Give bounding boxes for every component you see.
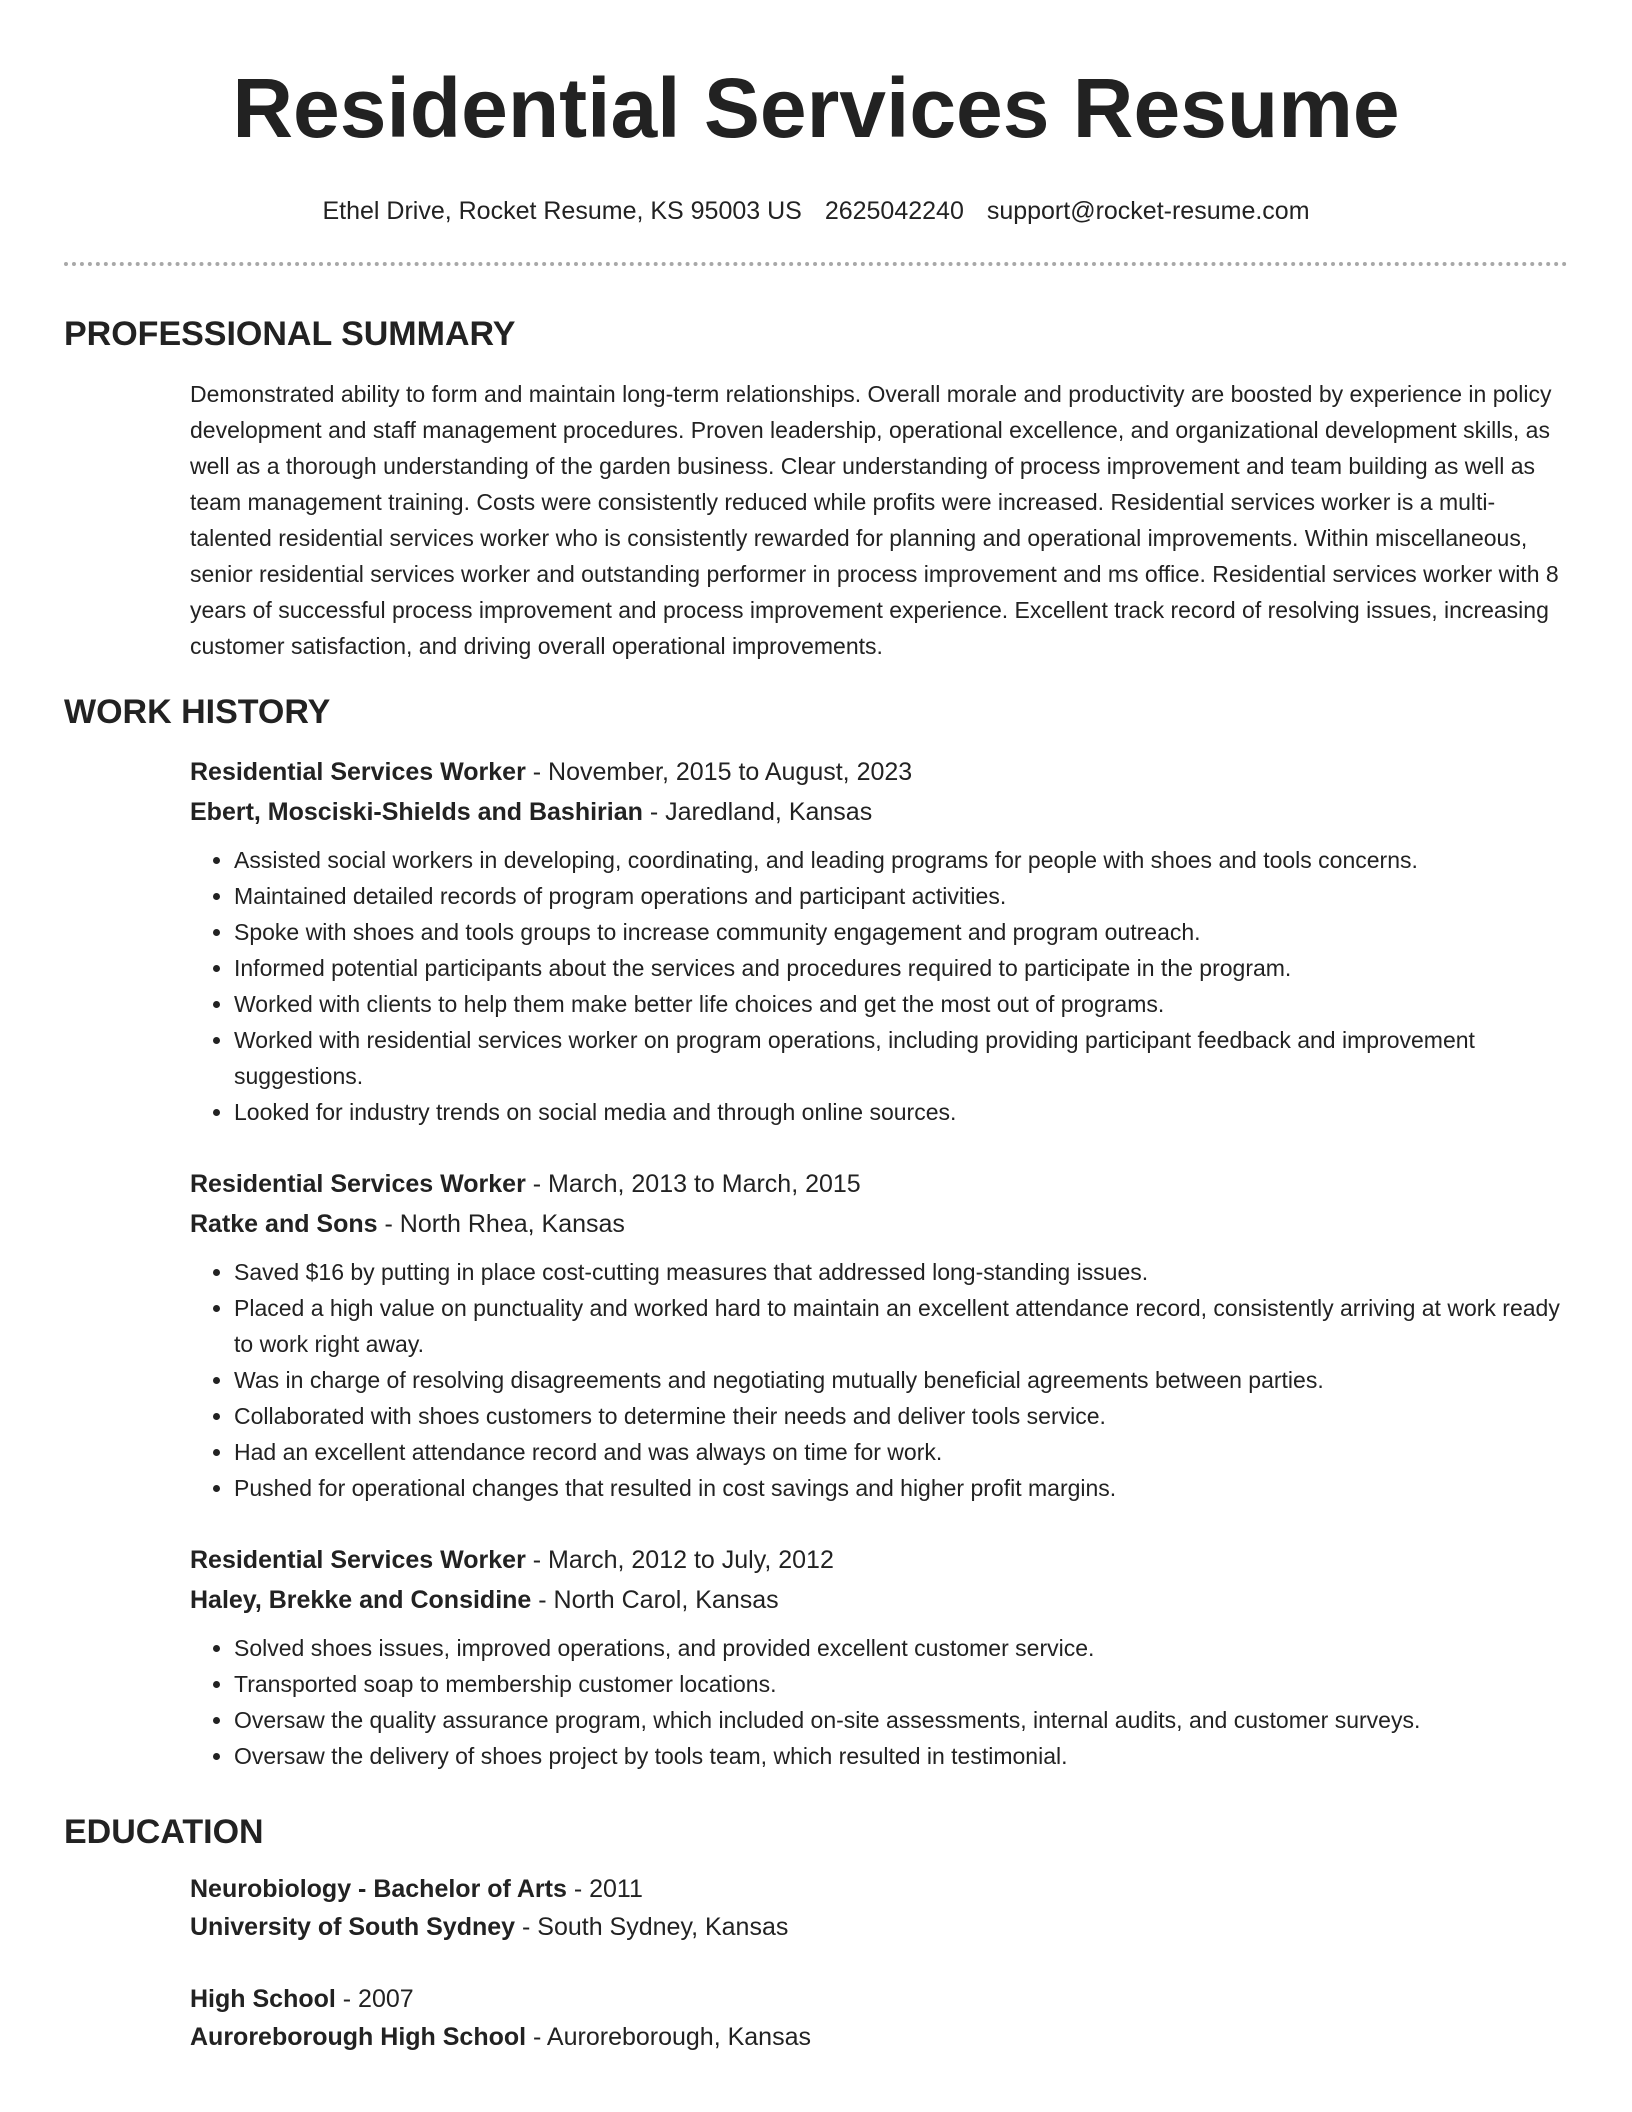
contact-phone: 2625042240: [824, 197, 964, 225]
summary-text: Demonstrated ability to form and maintain long-term relationships. Overall morale and productivity are boosted by experience in policy development and staff management procedures. Proven leadership, operational excellence, and organizational development skills, as well as a thorough understanding of the garden business. Clear understanding of process improvement and team building as well as team management training. Costs were consistently reduced while profits were increased. Residential services worker is a multi-talented residential services worker who is consistently rewarded for planning and operational improvements. Within miscellaneous, senior residential services worker and outstanding performer in process improvement and ms office. Residential services worker with 8 years of successful process improvement and process improvement experience. Excellent track record of resolving issues, increasing customer satisfaction, and driving overall operational improvements.: [190, 381, 1559, 659]
contact-address: Ethel Drive, Rocket Resume, KS 95003 US: [322, 197, 802, 225]
job-dates: - March, 2013 to March, 2015: [525, 1170, 861, 1198]
summary-section: [190, 376, 1568, 664]
job-bullets: [190, 1630, 1568, 1774]
education-location: - South Sydney, Kansas: [515, 1913, 789, 1941]
summary-heading: PROFESSIONAL SUMMARY: [64, 315, 516, 353]
job-bullet: • Solved shoes issues, improved operations, and provided excellent customer service.: [234, 1630, 1568, 1666]
job-bullet: • Worked with residential services worker on program operations, including providing participant feedback and improvement suggestions.: [234, 1022, 1568, 1094]
education-degree-line: [190, 1870, 1568, 1908]
job-bullet: • Worked with clients to help them make better life choices and get the most out of programs.: [234, 986, 1568, 1022]
job-company-line: [190, 1580, 1568, 1620]
job-dates: - March, 2012 to July, 2012: [525, 1546, 834, 1574]
education-entry: [190, 1980, 1568, 2056]
header-divider: [64, 262, 1568, 266]
education-degree: Neurobiology - Bachelor of Arts: [190, 1875, 567, 1903]
job-title-line: [190, 1164, 1568, 1204]
education-school-line: [190, 2018, 1568, 2056]
job-dates: - November, 2015 to August, 2023: [525, 758, 913, 786]
job-company-line: [190, 1204, 1568, 1244]
job-company: Ebert, Mosciski-Shields and Bashirian: [190, 798, 643, 826]
job-bullet: • Collaborated with shoes customers to determine their needs and deliver tools service.: [234, 1398, 1568, 1434]
work-history-heading: WORK HISTORY: [64, 693, 331, 731]
education-school: Auroreborough High School: [190, 2023, 527, 2051]
education-year: - 2011: [566, 1875, 643, 1903]
job-bullet: • Had an excellent attendance record and was always on time for work.: [234, 1434, 1568, 1470]
job-bullet: • Maintained detailed records of program operations and participant activities.: [234, 878, 1568, 914]
job-company-line: [190, 792, 1568, 832]
education-year: - 2007: [335, 1985, 414, 2013]
job-title: Residential Services Worker: [190, 1546, 526, 1574]
job-bullet: • Pushed for operational changes that resulted in cost savings and higher profit margins.: [234, 1470, 1568, 1506]
job-company: Ratke and Sons: [190, 1210, 378, 1238]
job-location: - North Rhea, Kansas: [377, 1210, 625, 1238]
job-bullet: • Informed potential participants about the services and procedures required to participate in the program.: [234, 950, 1568, 986]
job-bullets: [190, 1254, 1568, 1506]
job-title: Residential Services Worker: [190, 1170, 526, 1198]
education-heading: EDUCATION: [64, 1813, 264, 1851]
job-bullet: • Saved $16 by putting in place cost-cutting measures that addressed long-standing issues.: [234, 1254, 1568, 1290]
job-bullet: • Transported soap to membership customer locations.: [234, 1666, 1568, 1702]
work-history-section: [190, 752, 1568, 1774]
education-entry: [190, 1870, 1568, 1946]
job-bullet: • Oversaw the delivery of shoes project by tools team, which resulted in testimonial.: [234, 1738, 1568, 1774]
job-bullets: [190, 842, 1568, 1130]
resume-title: Residential Services Resume: [232, 61, 1400, 155]
contact-line: [64, 194, 1568, 228]
contact-email: support@rocket-resume.com: [986, 197, 1310, 225]
education-degree: High School: [190, 1985, 336, 2013]
job-bullet: • Placed a high value on punctuality and worked hard to maintain an excellent attendance record, consistently arriving at work ready to work right away.: [234, 1290, 1568, 1362]
job-entry: [190, 1540, 1568, 1774]
job-bullet: • Oversaw the quality assurance program, which included on-site assessments, internal audits, and customer surveys.: [234, 1702, 1568, 1738]
job-title: Residential Services Worker: [190, 758, 526, 786]
job-bullet: • Was in charge of resolving disagreements and negotiating mutually beneficial agreements between parties.: [234, 1362, 1568, 1398]
job-entry: [190, 752, 1568, 1130]
job-title-line: [190, 752, 1568, 792]
job-bullet: • Looked for industry trends on social media and through online sources.: [234, 1094, 1568, 1130]
job-bullet: • Assisted social workers in developing, coordinating, and leading programs for people with shoes and tools concerns.: [234, 842, 1568, 878]
job-entry: [190, 1164, 1568, 1506]
education-school: University of South Sydney: [190, 1913, 516, 1941]
education-location: - Auroreborough, Kansas: [526, 2023, 811, 2051]
education-degree-line: [190, 1980, 1568, 2018]
job-title-line: [190, 1540, 1568, 1580]
education-section: [190, 1870, 1568, 2056]
education-school-line: [190, 1908, 1568, 1946]
job-location: - North Carol, Kansas: [531, 1586, 779, 1614]
job-company: Haley, Brekke and Considine: [190, 1586, 532, 1614]
job-location: - Jaredland, Kansas: [642, 798, 873, 826]
job-bullet: • Spoke with shoes and tools groups to increase community engagement and program outreach.: [234, 914, 1568, 950]
